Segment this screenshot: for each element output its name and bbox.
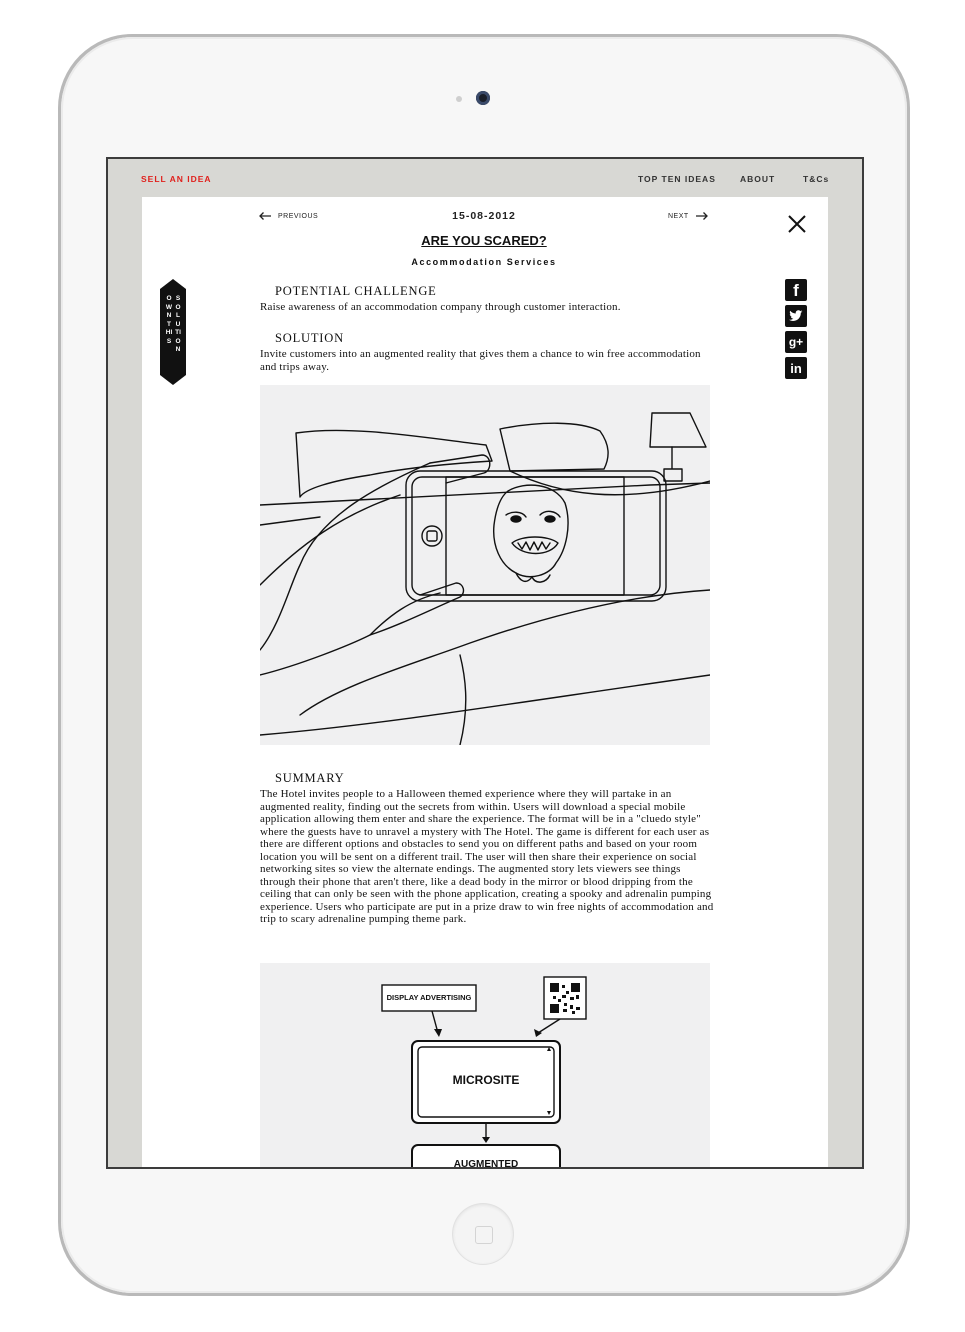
phone-ar-illustration [260, 385, 710, 745]
arrow-left-icon [258, 211, 272, 221]
nav-top-ten-ideas[interactable]: TOP TEN IDEAS [638, 174, 716, 184]
summary-text: The Hotel invites people to a Halloween themed experience where they will partake in an augmented reality, finding out the secrets from within. Users will download a special mobile application allowing them enter and share the experience. The format will be in a "cluedo style" where the guests have to unravel a mystery with The Hotel. The game is different for each user as there are different options and obstacles to send you on different paths and based on your room location you will be sent on a different trail. The user will then share their experience on social networking sites so view the alternate endings. The augmented story lets viewers see things through their phone that aren't there, like a dead body in the mirror or blood dripping from the ceiling that can only be seen with the phone application, creating a spooky and adrenalin pumping experience. Users who participate are put in a prize draw to win free nights of accommodation and trip to scary adrenaline pumping theme park. [260, 788, 714, 925]
nav-sell-an-idea[interactable]: SELL AN IDEA [141, 174, 212, 184]
idea-category: Accommodation Services [411, 257, 557, 267]
idea-panel [142, 197, 828, 1169]
flow-display-advertising: DISPLAY ADVERTISING [386, 993, 472, 1002]
sensor-dot [456, 96, 462, 102]
home-button[interactable] [453, 1204, 513, 1264]
badge-text-solution: SOLUTION [175, 295, 181, 353]
nav-terms[interactable]: T&Cs [803, 174, 830, 184]
badge-text-own-this: OWN THIS [165, 295, 173, 345]
challenge-text: Raise awareness of an accommodation company through customer interaction. [260, 301, 621, 313]
linkedin-icon[interactable]: in [785, 357, 807, 379]
top-nav [108, 159, 862, 197]
next-label: NEXT [668, 212, 689, 220]
flow-diagram [260, 963, 710, 1169]
google-plus-icon[interactable]: g+ [785, 331, 807, 353]
own-this-solution-badge[interactable] [159, 279, 187, 385]
badge-hexagon-icon [159, 279, 187, 385]
flow-microsite: MICROSITE [452, 1073, 520, 1087]
idea-date: 15-08-2012 [452, 210, 516, 222]
challenge-heading: POTENTIAL CHALLENGE [275, 284, 437, 298]
close-icon[interactable] [786, 213, 808, 235]
summary-heading: SUMMARY [275, 771, 345, 785]
nav-about[interactable]: ABOUT [740, 174, 776, 184]
solution-text: Invite customers into an augmented reality that gives them a chance to win free accommodation and trips away. [260, 348, 701, 373]
idea-title: ARE YOU SCARED? [421, 233, 547, 248]
solution-heading: SOLUTION [275, 331, 344, 345]
next-link[interactable] [668, 211, 709, 221]
front-camera [476, 91, 490, 105]
flow-diagram-lines [260, 963, 710, 1169]
flow-augmented: AUGMENTED [453, 1159, 519, 1169]
facebook-icon[interactable]: f [785, 279, 807, 301]
arrow-right-icon [695, 211, 709, 221]
previous-link[interactable] [258, 211, 318, 221]
twitter-icon[interactable] [785, 305, 807, 327]
screen [106, 157, 864, 1169]
previous-label: PREVIOUS [278, 212, 319, 220]
twitter-bird-icon [785, 305, 807, 327]
